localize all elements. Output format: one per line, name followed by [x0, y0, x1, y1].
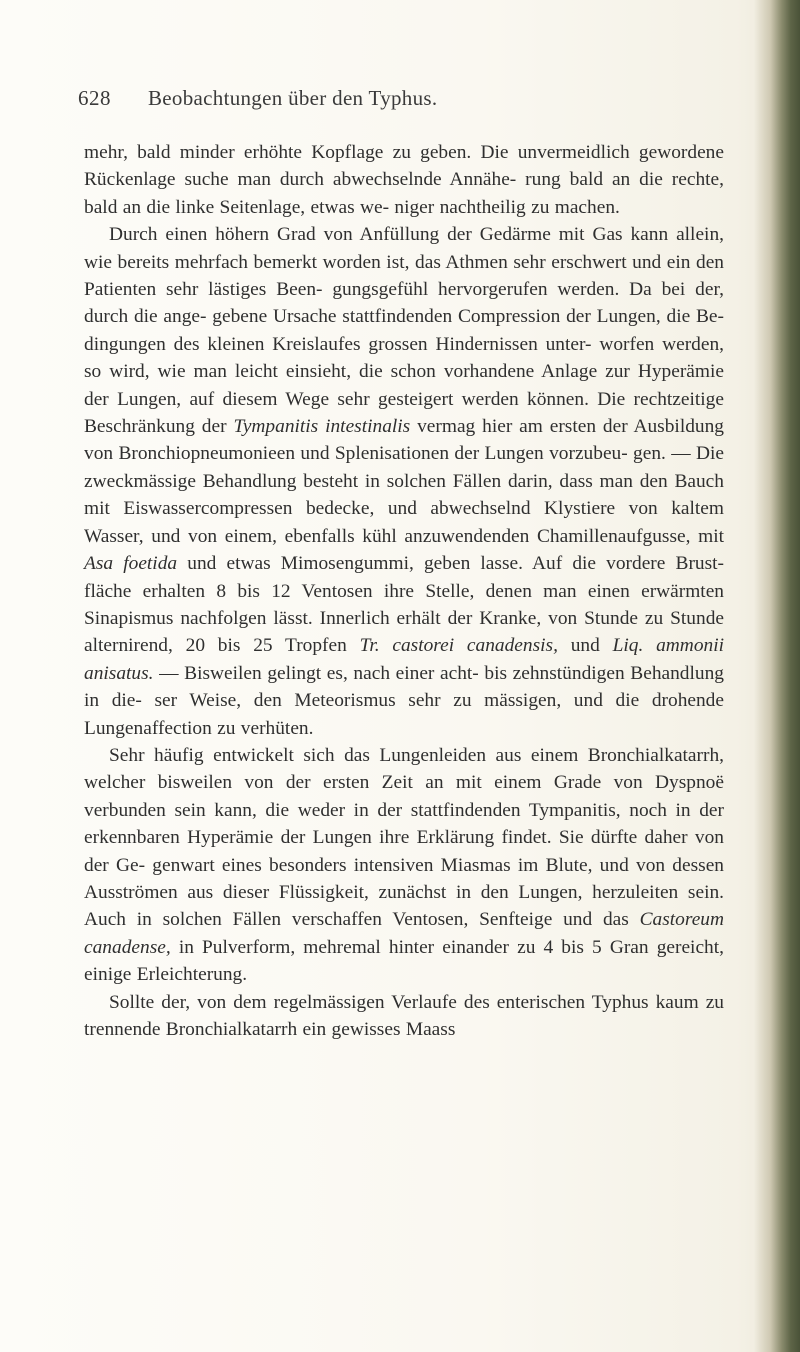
- paragraph-1: [84, 139, 724, 221]
- paragraph-3-italic-1: Castoreum canadense,: [84, 909, 724, 958]
- paragraph-1-text: mehr, bald minder erhöhte Kopflage zu geben. Die unvermeidlich gewordene Rückenlage suche man durch abwechselnde Annähe- rung bald an die rechte, bald an die linke Seitenlage, etwas we- niger nachtheilig zu machen.: [84, 142, 724, 218]
- paragraph-2-text-d: und: [570, 635, 600, 657]
- paragraph-2-text-b: vermag hier am ersten der Ausbildung von Bronchiopneumonieen und Splenisationen der Lungen vorzubeu- gen. — Die zweckmässige Behandlung besteht in solchen Fällen darin, dass man den Bauch mit Eiswassercompressen bedecke, und abwechselnd Klystiere von kaltem Wasser, und von einem, ebenfalls kühl anzuwendenden Chamillenaufgusse, mit: [84, 416, 724, 547]
- paragraph-2: [84, 221, 724, 742]
- paragraph-3-text-a: Sehr häufig entwickelt sich das Lungenleiden aus einem Bronchialkatarrh, welcher bisweilen von der ersten Zeit an mit einem Grade von Dyspnoë verbunden sein kann, die weder in der stattfindenden Tympanitis, noch in der erkennbaren Hyperämie der Lungen ihre Erklärung findet. Sie dürfte daher von der Ge- genwart eines besonders intensiven Miasmas im Blute, und von dessen Ausströmen aus dieser Flüssigkeit, zunächst in den Lungen, herzuleiten sein. Auch in solchen Fällen verschaffen Ventosen, Senfteige und das: [84, 744, 724, 931]
- paragraph-3-text-b: in Pulverform, mehremal hinter einander zu 4 bis 5 Gran gereicht, einige Erleichterung.: [84, 936, 724, 986]
- paragraph-4: [84, 989, 724, 1044]
- paragraph-2-text-c: und etwas Mimosengummi, geben lasse. Auf die vordere Brust- fläche erhalten 8 bis 12 Ventosen ihre Stelle, denen man einen erwärmten Sinapismus nachfolgen lässt. Innerlich erhält der Kranke, von Stunde zu Stunde alternirend, 20 bis 25 Tropfen: [84, 553, 724, 657]
- paragraph-2-italic-2: Asa foetida: [84, 553, 178, 575]
- paragraph-2-text-a: Durch einen höhern Grad von Anfüllung der Gedärme mit Gas kann allein, wie bereits mehrfach bemerkt worden ist, das Athmen sehr erschwert und ein den Patienten sehr lästiges Been- gungsgefühl hervorgerufen werden. Da bei der, durch die ange- gebene Ursache stattfindenden Compression der Lungen, die Be- dingungen des kleinen Kreislaufes grossen Hindernissen unter- worfen werden, so wird, wie man leicht einsieht, die schon vorhandene Anlage zur Hyperämie der Lungen, auf diesem Wege sehr gesteigert werden können. Die rechtzeitige Beschränkung der: [84, 224, 724, 438]
- running-head: Beobachtungen über den Typhus.: [148, 86, 438, 110]
- paragraph-4-text: Sollte der, von dem regelmässigen Verlaufe des enterischen Typhus kaum zu trennende Bronchialkatarrh ein gewisses Maass: [84, 991, 724, 1040]
- body-text: [84, 139, 724, 1043]
- paragraph-2-italic-3: Tr. castorei canadensis,: [359, 635, 558, 657]
- page-edge-shadow: [754, 0, 800, 1352]
- page-header: [78, 86, 728, 114]
- paragraph-2-text-e: — Bisweilen gelingt es, nach einer acht- bis zehnstündigen Behandlung in die- ser Weise, den Meteorismus sehr zu mässigen, und die drohende Lungenaffection zu verhüten.: [84, 662, 724, 739]
- paragraph-2-italic-1: Tympanitis intestinalis: [233, 416, 411, 438]
- page-number: 628: [78, 86, 111, 110]
- paragraph-3: [84, 742, 724, 989]
- paragraph-2-italic-4: Liq. ammonii anisatus.: [84, 635, 724, 684]
